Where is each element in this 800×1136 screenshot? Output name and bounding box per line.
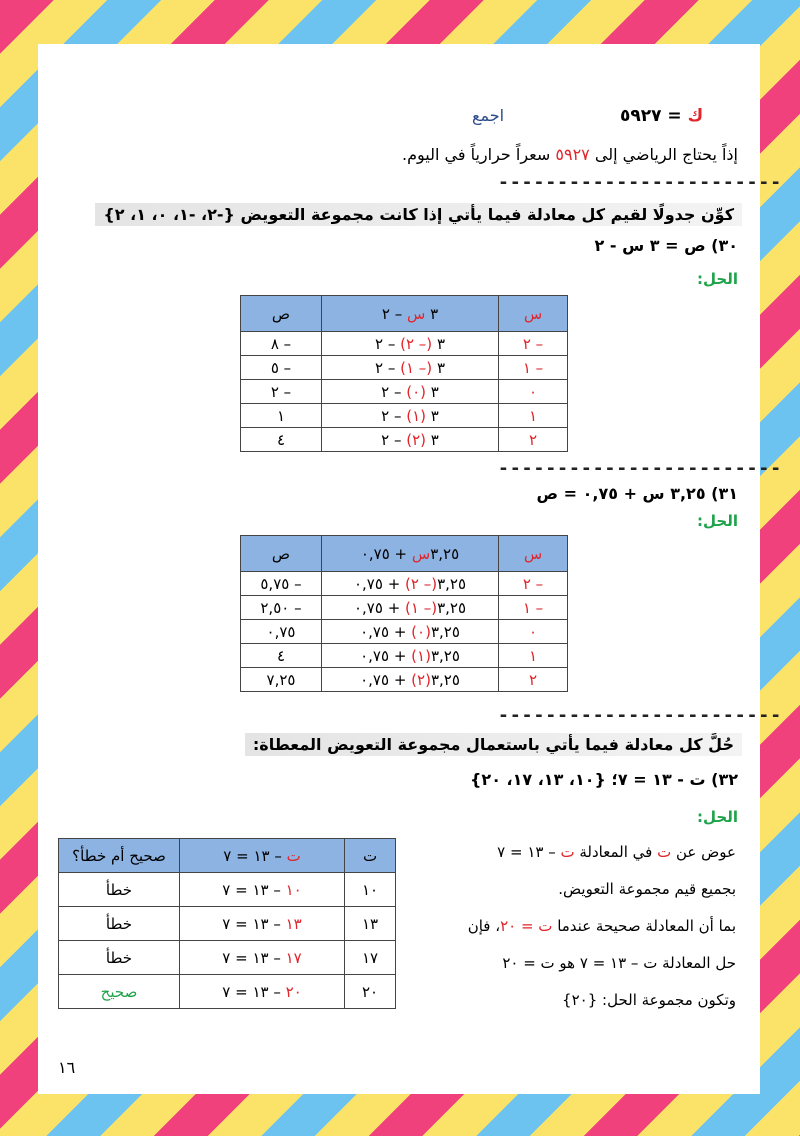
table-cell: ٣,٢٥(١) + ٠,٧٥ (322, 644, 499, 668)
table-cell: صحيح (59, 975, 180, 1009)
table-cell: ٣,٢٥(٢) + ٠,٧٥ (322, 668, 499, 692)
table-header: ٣ س – ٢ (322, 296, 499, 332)
table-cell: خطأ (59, 873, 180, 907)
table-header: ٣,٢٥س + ٠,٧٥ (322, 536, 499, 572)
add-label: اجمع (472, 106, 505, 125)
table-cell: – ٢,٥٠ (241, 596, 322, 620)
table-cell: – ٢ (499, 572, 568, 596)
question-32: ٣٢) ت - ١٣ = ٧؛ {١٠، ١٣، ١٧، ٢٠} (470, 770, 738, 789)
table-cell: ٣,٢٥(٠) + ٠,٧٥ (322, 620, 499, 644)
table-cell: ٧,٢٥ (241, 668, 322, 692)
table-q30 (240, 295, 568, 452)
table-row (241, 644, 568, 668)
table-cell: – ١ (499, 596, 568, 620)
table-cell: خطأ (59, 907, 180, 941)
table-cell: – ١ (499, 356, 568, 380)
table-cell: ١٠ – ١٣ = ٧ (180, 873, 345, 907)
table-cell: ٣ (– ١) – ٢ (322, 356, 499, 380)
explanation-block (412, 834, 736, 1019)
conclusion-text: إذاً يحتاج الرياضي إلى ٥٩٢٧ سعراً حرارياً في اليوم. (402, 145, 738, 164)
table-cell: – ٥,٧٥ (241, 572, 322, 596)
solution-label: الحل: (697, 808, 738, 826)
table-cell: ٢ (499, 428, 568, 452)
table-row (241, 380, 568, 404)
table-row (59, 873, 396, 907)
table-cell: ٣ (– ٢) – ٢ (322, 332, 499, 356)
k-equation: ك = ٥٩٢٧ (620, 106, 704, 126)
explanation-line: بما أن المعادلة صحيحة عندما ت = ٢٠، فإن (467, 917, 736, 935)
table-cell: ١ (241, 404, 322, 428)
instruction-heading: حُلَّ كل معادلة فيما يأتي باستعمال مجموعة التعويض المعطاة: (245, 733, 742, 756)
table-cell: ١٠ (345, 873, 396, 907)
table-cell: ٣ (١) – ٢ (322, 404, 499, 428)
table-header: س (499, 536, 568, 572)
table-cell: ٠ (499, 620, 568, 644)
table-row (241, 356, 568, 380)
table-row (241, 596, 568, 620)
table-header: ص (241, 296, 322, 332)
table-cell: خطأ (59, 941, 180, 975)
solution-label: الحل: (697, 270, 738, 288)
explanation-line: حل المعادلة ت – ١٣ = ٧ هو ت = ٢٠ (502, 954, 736, 972)
table-row (241, 620, 568, 644)
table-row (241, 332, 568, 356)
table-cell: ٣ (٢) – ٢ (322, 428, 499, 452)
table-cell: ٤ (241, 428, 322, 452)
table-cell: – ٢ (499, 332, 568, 356)
question-30: ٣٠) ص = ٣ س - ٢ (594, 236, 738, 255)
table-cell: – ٥ (241, 356, 322, 380)
table-cell: ٢٠ (345, 975, 396, 1009)
table-row (59, 975, 396, 1009)
table-cell: – ٨ (241, 332, 322, 356)
table-cell: ٠ (499, 380, 568, 404)
separator: ------------------------ (498, 172, 783, 193)
table-cell: – ٢ (241, 380, 322, 404)
separator: ------------------------ (498, 458, 783, 479)
table-cell: ٤ (241, 644, 322, 668)
table-cell: ٠,٧٥ (241, 620, 322, 644)
table-cell: ١٣ – ١٣ = ٧ (180, 907, 345, 941)
table-header: صحيح أم خطأ؟ (59, 839, 180, 873)
table-cell: ٢٠ – ١٣ = ٧ (180, 975, 345, 1009)
table-cell: ١ (499, 404, 568, 428)
explanation-line: وتكون مجموعة الحل: {٢٠} (562, 991, 736, 1009)
table-cell: ٣,٢٥(– ١) + ٠,٧٥ (322, 596, 499, 620)
table-header: س (499, 296, 568, 332)
table-header: ت – ١٣ = ٧ (180, 839, 345, 873)
table-row (241, 404, 568, 428)
explanation-line: بجميع قيم مجموعة التعويض. (558, 880, 736, 898)
table-cell: ١٧ (345, 941, 396, 975)
page-number: ١٦ (58, 1058, 76, 1077)
table-header: ت (345, 839, 396, 873)
table-row (59, 907, 396, 941)
table-cell: ٢ (499, 668, 568, 692)
separator: ------------------------ (498, 705, 783, 726)
instruction-heading: كوِّن جدولًا لقيم كل معادلة فيما يأتي إذا كانت مجموعة التعويض {-٢، -١، ٠، ١، ٢} (95, 203, 742, 226)
table-cell: ١٣ (345, 907, 396, 941)
table-row (241, 572, 568, 596)
table-row (241, 428, 568, 452)
table-q31 (240, 535, 568, 692)
table-q32 (58, 838, 396, 1009)
solution-label: الحل: (697, 512, 738, 530)
table-cell: ١ (499, 644, 568, 668)
table-cell: ٣ (٠) – ٢ (322, 380, 499, 404)
table-row (59, 941, 396, 975)
table-cell: ٣,٢٥(– ٢) + ٠,٧٥ (322, 572, 499, 596)
table-cell: ١٧ – ١٣ = ٧ (180, 941, 345, 975)
table-header: ص (241, 536, 322, 572)
question-31: ٣١) ٣,٢٥ س + ٠,٧٥ = ص (536, 484, 738, 503)
explanation-line: عوض عن ت في المعادلة ت – ١٣ = ٧ (497, 843, 736, 861)
table-row (241, 668, 568, 692)
